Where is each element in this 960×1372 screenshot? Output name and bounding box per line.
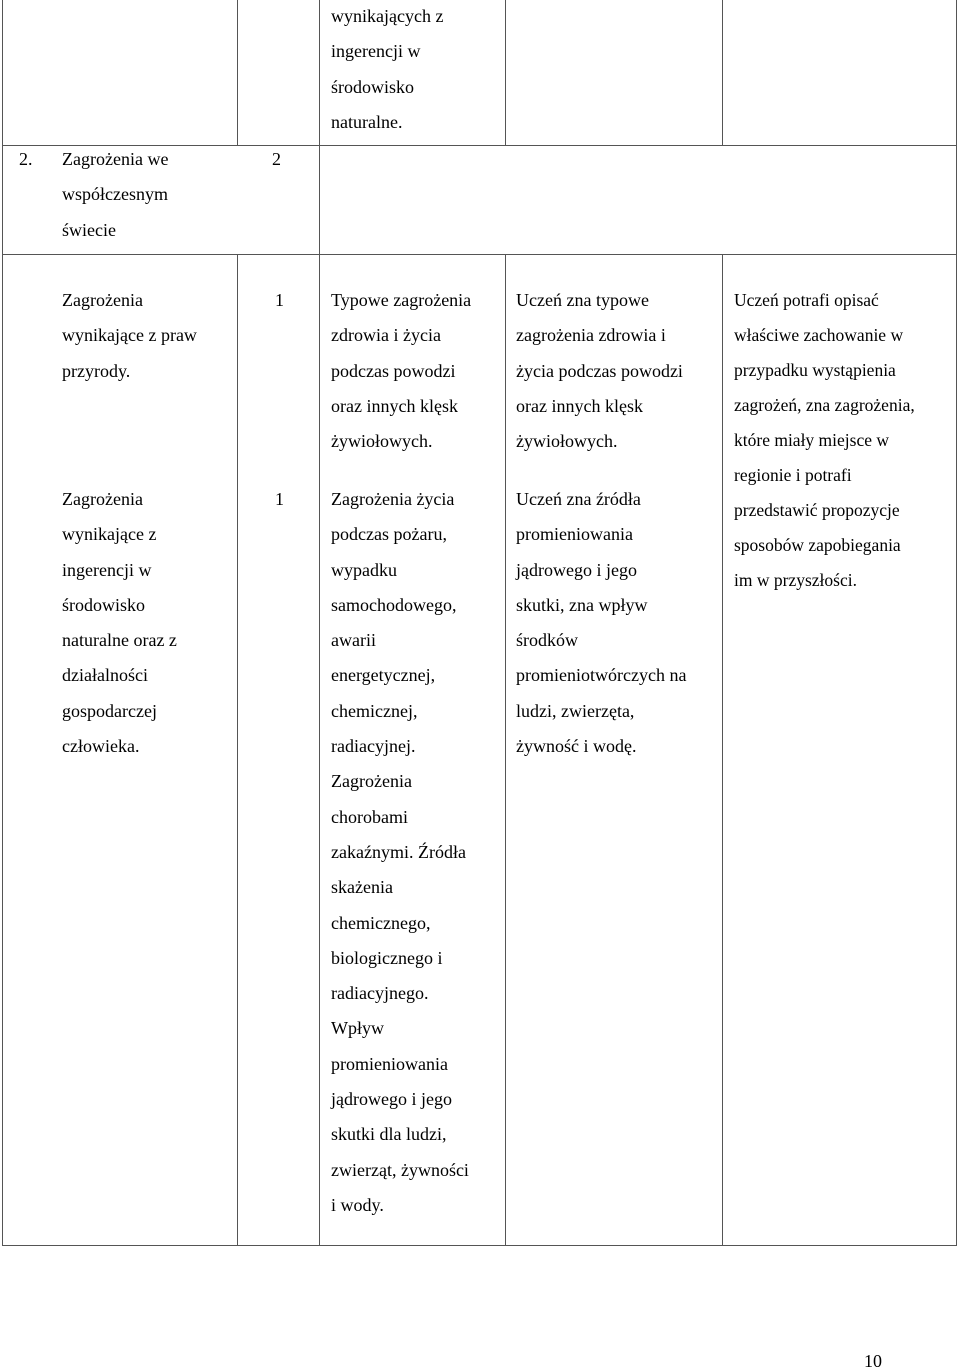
text-line: wynikające z praw — [62, 325, 197, 346]
text-line: skutki, zna wpływ — [516, 594, 648, 615]
text-line: chorobami — [331, 806, 408, 827]
table-border-col1-lower — [237, 254, 238, 1246]
continuation-topic-cell — [331, 0, 443, 140]
text-line: podczas pożaru, — [331, 524, 447, 545]
text-line: zagrożeń, zna zagrożenia, — [734, 395, 915, 415]
text-line: naturalne. — [331, 111, 403, 132]
text-line: awarii — [331, 630, 376, 651]
hours-cell-2: 1 — [275, 489, 284, 509]
text-line: ingerencji w — [331, 41, 421, 62]
text-line: Zagrożenia — [62, 290, 143, 310]
table-border-row2 — [2, 254, 957, 255]
table-border-right — [956, 0, 957, 1246]
table-border-col1 — [237, 0, 238, 145]
text-line: wynikające z — [62, 524, 157, 545]
text-line: Zagrożenia we — [62, 149, 169, 169]
outcome-basic-cell-1 — [516, 283, 683, 459]
text-line: które miały miejsce w — [734, 430, 890, 450]
text-line: i wody. — [331, 1194, 384, 1215]
text-line: oraz innych klęsk — [331, 395, 458, 416]
text-line: oraz innych klęsk — [516, 395, 643, 416]
text-line: środowisko — [331, 76, 415, 97]
section-number: 2. — [19, 149, 33, 169]
text-line: środków — [516, 630, 578, 651]
text-line: radiacyjnego. — [331, 983, 429, 1004]
text-line: zdrowia i życia — [331, 325, 441, 346]
text-line: chemicznej, — [331, 700, 418, 721]
text-line: naturalne oraz z — [62, 630, 177, 651]
text-line: środowisko — [62, 594, 146, 615]
text-line: gospodarczej — [62, 700, 157, 721]
text-line: przypadku wystąpienia — [734, 360, 896, 380]
text-line: biologicznego i — [331, 947, 443, 968]
text-line: im w przyszłości. — [734, 570, 857, 590]
text-line: życia podczas powodzi — [516, 360, 683, 381]
text-line: ingerencji w — [62, 559, 152, 580]
text-line: Wpływ — [331, 1018, 384, 1039]
text-line: przyrody. — [62, 360, 131, 381]
text-line: zakaźnymi. Źródła — [331, 841, 466, 862]
topic-cell-2 — [331, 482, 469, 1223]
text-line: świecie — [62, 219, 116, 240]
section-title — [62, 142, 168, 248]
table-border-col4 — [722, 0, 723, 145]
table-border-col3-lower — [505, 254, 506, 1246]
text-line: Zagrożenia — [331, 771, 412, 792]
text-line: działalności — [62, 665, 148, 686]
text-line: przedstawić propozycje — [734, 500, 900, 520]
text-line: jądrowego i jego — [331, 1089, 452, 1110]
text-line: energetycznej, — [331, 665, 436, 686]
text-line: żywiołowych. — [516, 431, 618, 452]
text-line: współczesnym — [62, 184, 168, 205]
text-line: radiacyjnej. — [331, 736, 416, 757]
domain-cell-1 — [62, 283, 197, 389]
text-line: ludzi, zwierzęta, — [516, 700, 635, 721]
text-line: Typowe zagrożenia — [331, 290, 472, 310]
text-line: zagrożenia zdrowia i — [516, 325, 666, 346]
text-line: człowieka. — [62, 736, 140, 757]
text-line: Uczeń zna typowe — [516, 290, 649, 310]
page-number: 10 — [864, 1351, 882, 1371]
table-border-col4-lower — [722, 254, 723, 1246]
table-border-left — [2, 0, 3, 1246]
domain-cell-2 — [62, 482, 177, 764]
section-hours: 2 — [272, 149, 281, 169]
table-border-col3 — [505, 0, 506, 145]
topic-cell-1 — [331, 283, 471, 459]
text-line: skutki dla ludzi, — [331, 1124, 447, 1145]
text-line: Uczeń zna źródła — [516, 489, 641, 509]
text-line: promieniotwórczych na — [516, 665, 687, 686]
text-line: Uczeń potrafi opisać — [734, 290, 879, 310]
text-line: regionie i potrafi — [734, 465, 852, 485]
text-line: Zagrożenia — [62, 489, 143, 509]
text-line: wynikających z — [331, 6, 444, 26]
outcome-extended-cell — [734, 283, 915, 598]
text-line: zwierząt, żywności — [331, 1159, 469, 1180]
text-line: promieniowania — [331, 1053, 448, 1074]
text-line: Zagrożenia życia — [331, 489, 455, 509]
text-line: wypadku — [331, 559, 397, 580]
text-line: skażenia — [331, 877, 393, 898]
table-border-col2 — [319, 0, 320, 1246]
hours-cell-1: 1 — [275, 290, 284, 310]
text-line: samochodowego, — [331, 594, 457, 615]
text-line: sposobów zapobiegania — [734, 535, 901, 555]
text-line: promieniowania — [516, 524, 633, 545]
table-border-bottom — [2, 1245, 957, 1246]
outcome-basic-cell-2 — [516, 482, 686, 764]
text-line: żywiołowych. — [331, 431, 433, 452]
text-line: żywność i wodę. — [516, 736, 637, 757]
text-line: właściwe zachowanie w — [734, 325, 904, 345]
text-line: chemicznego, — [331, 912, 431, 933]
text-line: jądrowego i jego — [516, 559, 637, 580]
text-line: podczas powodzi — [331, 360, 456, 381]
